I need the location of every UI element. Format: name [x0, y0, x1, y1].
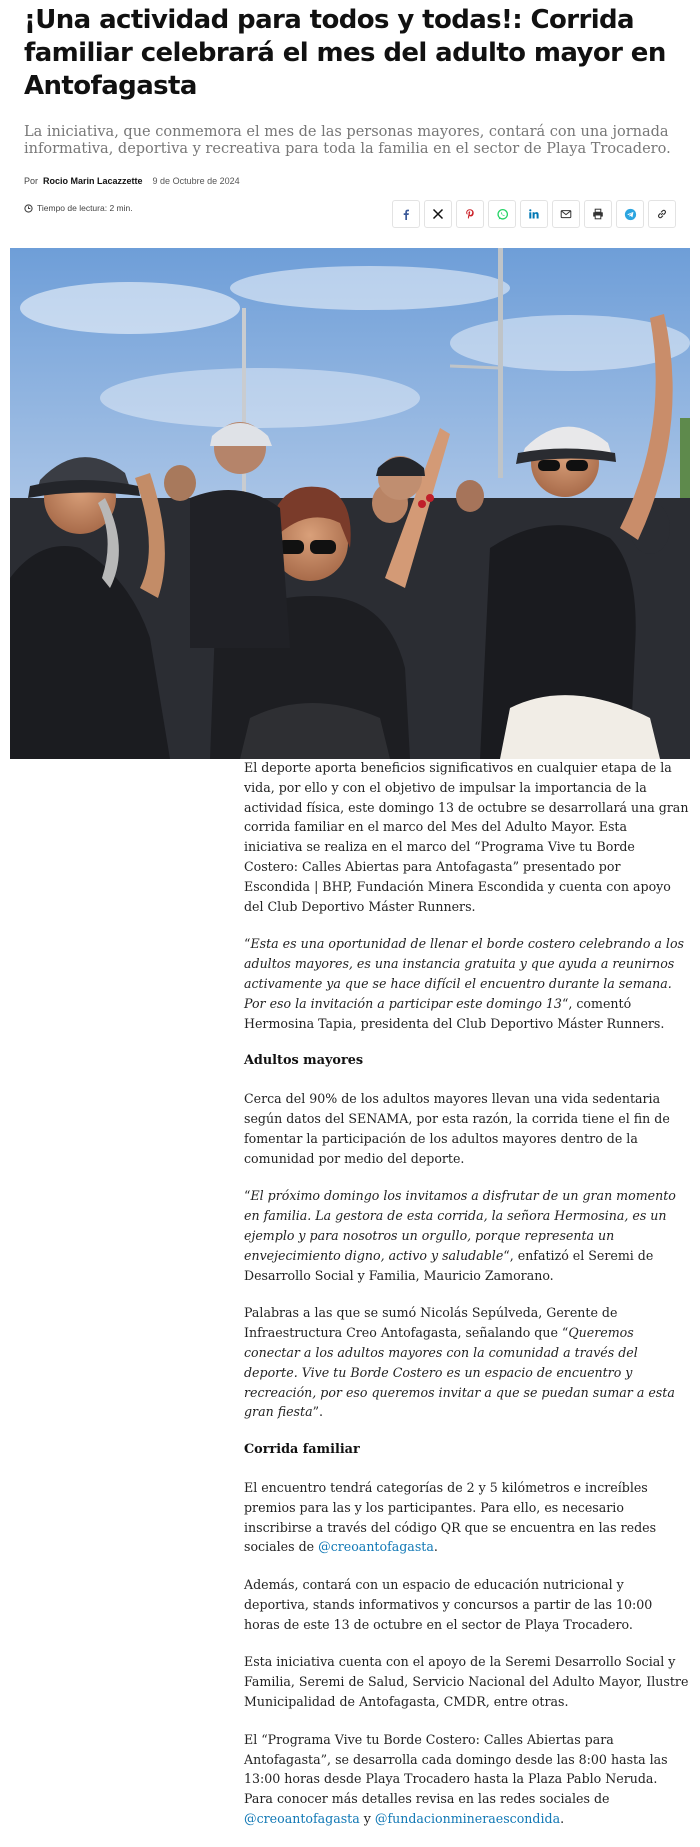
fundacionmineraescondida-link[interactable]: @fundacionmineraescondida [374, 1811, 561, 1827]
paragraph-6-text: El encuentro tendrá categorías de 2 y 5 kilómetros e increíbles premios para las y los participantes. Para ello, es necesario inscribirse a través del código QR que se encuentra en las redes sociales de [244, 1479, 657, 1555]
share-x-button[interactable] [424, 200, 452, 228]
paragraph-9-end: . [560, 1811, 565, 1827]
reading-time-label: Tiempo de lectura: 2 min. [37, 203, 133, 213]
author-link[interactable]: Rocio Marin Lacazzette [43, 176, 143, 186]
share-pinterest-button[interactable] [456, 200, 484, 228]
hero-photo [10, 248, 690, 759]
publish-date: 9 de Octubre de 2024 [152, 176, 240, 186]
pinterest-icon [464, 208, 476, 220]
quote-attribution: “, comentó Hermosina Tapia, presidenta del Club Deportivo Máster Runners. [244, 995, 665, 1031]
creoantofagasta-link[interactable]: @creoantofagasta [244, 1811, 360, 1827]
paragraph-7: Además, contará con un espacio de educación nutricional y deportiva, stands informativos y concursos a partir de las 10:00 horas de este 13 de octubre en el sector de Playa Trocadero. [244, 1577, 653, 1632]
paragraph-9-text: El “Programa Vive tu Borde Costero: Calles Abiertas para Antofagasta”, se desarrolla cada domingo desde las 8:00 hasta las 13:00 horas desde Playa Trocadero hasta la Plaza Pablo Neruda. Para conocer más detalles revisa en las redes sociales de [244, 1731, 668, 1807]
quote-attribution: “, enfatizó el Seremi de Desarrollo Social y Familia, Mauricio Zamorano. [244, 1247, 654, 1283]
quote-open: “ [244, 936, 251, 952]
share-print-button[interactable] [584, 200, 612, 228]
paragraph-8: Esta iniciativa cuenta con el apoyo de la Seremi Desarrollo Social y Familia, Seremi de Salud, Servicio Nacional del Adulto Mayor, Ilustre Municipalidad de Antofagasta, CMDR, entre otras. [244, 1654, 689, 1710]
share-whatsapp-button[interactable] [488, 200, 516, 228]
linkedin-icon [528, 208, 540, 220]
share-email-button[interactable] [552, 200, 580, 228]
article-title: ¡Una actividad para todos y todas!: Corrida familiar celebrará el mes del adulto mayor en Antofagasta [24, 5, 666, 101]
facebook-icon [400, 208, 412, 220]
share-bar [392, 200, 676, 228]
whatsapp-icon [496, 208, 509, 221]
x-twitter-icon [432, 208, 444, 220]
share-linkedin-button[interactable] [520, 200, 548, 228]
article-page [0, 4, 700, 1827]
quote-tapia: Esta es una oportunidad de llenar el borde costero celebrando a los adultos mayores, es una instancia gratuita y que ayuda a reunirnos activamente ya que se hace difícil el encuentro durante la semana. Por eso la invitación a participar este domingo 13 [244, 936, 684, 1011]
paragraph-5-end: ”. [312, 1404, 324, 1420]
clock-icon [24, 204, 33, 213]
reading-time [24, 203, 133, 213]
paragraph-6 [244, 1478, 689, 1557]
share-telegram-button[interactable] [616, 200, 644, 228]
paragraph-5-intro: Palabras a las que se sumó Nicolás Sepúlveda, Gerente de Infraestructura Creo Antofagasta, señalando que “ [244, 1305, 618, 1341]
paragraph-6-end: . [433, 1539, 438, 1555]
quote-open: “ [244, 1188, 251, 1204]
share-copy-link-button[interactable] [648, 200, 676, 228]
paragraph-9 [244, 1730, 689, 1829]
print-icon [592, 208, 604, 220]
paragraph-1: El deporte aporta beneficios significativos en cualquier etapa de la vida, por ello y con el objetivo de impulsar la importancia de la actividad física, este domingo 13 de octubre se desarrollará una gran corrida familiar en el marco del Mes del Adulto Mayor. Esta iniciativa se realiza en el marco del “Programa Vive tu Borde Costero: Calles Abiertas para Antofagasta” presentado por Escondida | BHP, Fundación Minera Escondida y cuenta con apoyo del Club Deportivo Máster Runners. [244, 760, 689, 914]
article-header [0, 4, 700, 228]
telegram-icon [624, 208, 637, 221]
email-icon [560, 208, 572, 220]
paragraph-3: Cerca del 90% de los adultos mayores llevan una vida sedentaria según datos del SENAMA, por esta razón, la corrida tiene el fin de fomentar la participación de los adultos mayores dentro de la comunidad por medio del deporte. [244, 1091, 670, 1166]
section-heading-adultos-mayores: Adultos mayores [244, 1053, 364, 1069]
copy-link-icon [656, 208, 668, 220]
paragraph-2 [244, 934, 689, 1033]
paragraph-9-mid: y [359, 1811, 375, 1827]
quote-sepulveda: Queremos conectar a los adultos mayores con la comunidad a través del deporte. Vive tu Borde Costero es un espacio de encuentro y recreación, por eso queremos invitar a que se puedan sumar a esta gran fiesta [244, 1325, 675, 1420]
byline-prefix: Por [24, 176, 39, 186]
quote-zamorano: El próximo domingo los invitamos a disfrutar de un gran momento en familia. La gestora de esta corrida, la señora Hermosina, es un ejemplo y para nosotros un orgullo, porque representa un envejecimiento digno, activo y saludable [244, 1188, 676, 1263]
share-facebook-button[interactable] [392, 200, 420, 228]
paragraph-4 [244, 1186, 689, 1285]
creoantofagasta-link[interactable]: @creoantofagasta [318, 1539, 434, 1555]
article-subtitle: La iniciativa, que conmemora el mes de las personas mayores, contará con una jornada informativa, deportiva y recreativa para toda la familia en el sector de Playa Trocadero. [24, 124, 671, 157]
paragraph-5 [244, 1303, 689, 1422]
byline [24, 176, 676, 186]
meta-row [24, 200, 676, 228]
section-heading-corrida-familiar: Corrida familiar [244, 1442, 360, 1458]
article-body [244, 758, 689, 1847]
hero-photo-illustration [10, 248, 690, 759]
